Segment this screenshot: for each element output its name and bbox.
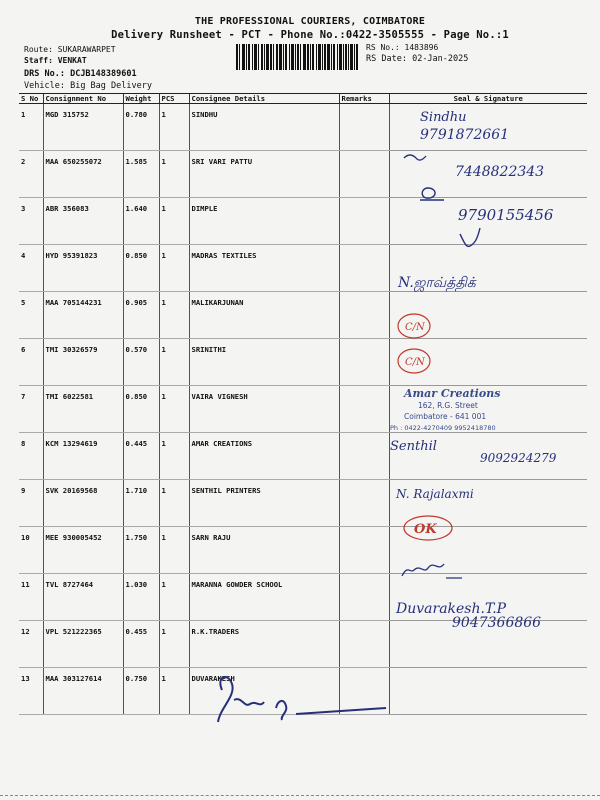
row-sno: 12: [19, 621, 43, 668]
mark-row7: C/N: [405, 357, 425, 368]
row-weight: 1.585: [123, 151, 159, 198]
phone-row1: 9791872661: [420, 127, 510, 143]
row-pcs: 1: [159, 151, 189, 198]
row-sno: 9: [19, 480, 43, 527]
signature-row5: N.ஜாவ்த்திக்: [398, 275, 476, 291]
row-sno: 11: [19, 574, 43, 621]
col-weight: Weight: [123, 94, 159, 104]
table-row: [19, 245, 587, 292]
row-pcs: 1: [159, 574, 189, 621]
row-weight: 1.640: [123, 198, 159, 245]
row-seal: [389, 480, 587, 527]
row-pcs: 1: [159, 245, 189, 292]
row-weight: 0.455: [123, 621, 159, 668]
row-pcs: 1: [159, 621, 189, 668]
row-consignee: VAIRA VIGNESH: [189, 386, 339, 433]
drs-label: DRS No.:: [24, 69, 65, 79]
row-pcs: 1: [159, 386, 189, 433]
row-seal: [389, 292, 587, 339]
row-pcs: 1: [159, 104, 189, 151]
rs-no-label: RS No.:: [366, 43, 400, 52]
row-consignee: SRI VARI PATTU: [189, 151, 339, 198]
row-consignment: TMI 6022581: [43, 386, 123, 433]
rs-no-value: 1483896: [404, 43, 439, 52]
row-sno: 1: [19, 104, 43, 151]
phone-row9: 9092924279: [480, 451, 557, 465]
row-remarks: [339, 621, 389, 668]
row-consignment: MGD 315752: [43, 104, 123, 151]
col-pcs: PCS: [159, 94, 189, 104]
row-consignment: ABR 356083: [43, 198, 123, 245]
col-consignment: Consignment No: [43, 94, 123, 104]
signature-row9-name: Senthil: [390, 439, 437, 454]
row-seal: [389, 574, 587, 621]
staff-line: [24, 56, 87, 65]
table-row: [19, 104, 587, 151]
row-weight: 0.445: [123, 433, 159, 480]
drs-line: [24, 69, 137, 79]
rs-date-label: RS Date:: [366, 54, 407, 64]
row-sno: 13: [19, 668, 43, 715]
row-sno: 2: [19, 151, 43, 198]
signature-row13-name: Duvarakesh.T.P: [396, 601, 507, 617]
row-remarks: [339, 668, 389, 715]
col-consignee: Consignee Details: [189, 94, 339, 104]
table-row: [19, 339, 587, 386]
row-pcs: 1: [159, 527, 189, 574]
row-pcs: 1: [159, 339, 189, 386]
row-consignee: SRINITHI: [189, 339, 339, 386]
row-remarks: [339, 480, 389, 527]
row-seal: [389, 245, 587, 292]
row-seal: [389, 527, 587, 574]
stamp-row8-phone: Ph : 0422-4270409 9952418780: [390, 424, 496, 432]
row-pcs: 1: [159, 480, 189, 527]
row-consignee: SINDHU: [189, 104, 339, 151]
row-consignment: MAA 705144231: [43, 292, 123, 339]
row-pcs: 1: [159, 198, 189, 245]
route-label: Route:: [24, 45, 53, 54]
row-seal: [389, 104, 587, 151]
signature-row10: N. Rajalaxmi: [396, 487, 474, 501]
table-row: [19, 527, 587, 574]
row-weight: 1.750: [123, 527, 159, 574]
table-row: [19, 433, 587, 480]
page-bottom-rule: [0, 795, 600, 796]
row-consignment: TMI 30326579: [43, 339, 123, 386]
signature-row1-name: Sindhu: [420, 110, 467, 125]
row-consignment: MAA 303127614: [43, 668, 123, 715]
row-consignee: AMAR CREATIONS: [189, 433, 339, 480]
row-weight: 0.850: [123, 386, 159, 433]
row-consignment: TVL 8727464: [43, 574, 123, 621]
row-weight: 0.750: [123, 668, 159, 715]
row-seal: [389, 621, 587, 668]
row-pcs: 1: [159, 292, 189, 339]
row-seal: [389, 433, 587, 480]
row-remarks: [339, 527, 389, 574]
route-line: [24, 45, 116, 54]
table-row: [19, 480, 587, 527]
staff-value: VENKAT: [57, 56, 87, 65]
stamp-row8-city: Coimbatore - 641 001: [404, 412, 487, 421]
delivery-table: [19, 93, 587, 715]
row-consignee: DUVARAKESH: [189, 668, 339, 715]
vehicle-value: Big Bag Delivery: [70, 81, 152, 91]
rs-number: [366, 43, 438, 52]
vehicle-label: Vehicle:: [24, 81, 65, 91]
col-remarks: Remarks: [339, 94, 389, 104]
row-sno: 7: [19, 386, 43, 433]
rs-date: [366, 54, 468, 64]
row-seal: [389, 151, 587, 198]
row-weight: 0.850: [123, 245, 159, 292]
row-remarks: [339, 198, 389, 245]
row-consignment: HYD 95391823: [43, 245, 123, 292]
row-weight: 0.780: [123, 104, 159, 151]
mark-row6: C/N: [405, 322, 425, 333]
stamp-row8-address: 162, R.G. Street: [418, 401, 478, 410]
table-row: [19, 621, 587, 668]
drs-value: DCJB148389601: [70, 69, 137, 79]
row-seal: [389, 339, 587, 386]
row-consignment: VPL 521222365: [43, 621, 123, 668]
row-consignment: SVK 20169568: [43, 480, 123, 527]
row-pcs: 1: [159, 668, 189, 715]
row-weight: 0.905: [123, 292, 159, 339]
row-sno: 6: [19, 339, 43, 386]
phone-row2: 7448822343: [455, 164, 545, 180]
row-remarks: [339, 339, 389, 386]
row-consignee: MALIKARJUNAN: [189, 292, 339, 339]
row-sno: 8: [19, 433, 43, 480]
row-consignment: MAA 650255072: [43, 151, 123, 198]
row-consignee: R.K.TRADERS: [189, 621, 339, 668]
row-consignee: SARN RAJU: [189, 527, 339, 574]
mark-row11: OK: [414, 522, 437, 537]
row-remarks: [339, 574, 389, 621]
row-sno: 4: [19, 245, 43, 292]
row-remarks: [339, 104, 389, 151]
row-consignment: KCM 13294619: [43, 433, 123, 480]
runsheet-subtitle: Delivery Runsheet - PCT - Phone No.:0422-3505555 - Page No.:1: [111, 29, 509, 41]
barcode-image: [236, 44, 358, 70]
company-title: THE PROFESSIONAL COURIERS, COIMBATORE: [194, 16, 426, 27]
phone-row3: 9790155456: [458, 206, 554, 224]
table-row: [19, 668, 587, 715]
row-seal: [389, 198, 587, 245]
row-sno: 10: [19, 527, 43, 574]
row-remarks: [339, 151, 389, 198]
row-weight: 0.570: [123, 339, 159, 386]
table-header: [19, 94, 587, 104]
row-seal: [389, 386, 587, 433]
row-sno: 3: [19, 198, 43, 245]
table-row: [19, 151, 587, 198]
row-remarks: [339, 245, 389, 292]
table-row: [19, 574, 587, 621]
row-consignee: DIMPLE: [189, 198, 339, 245]
stamp-row8-name: Amar Creations: [404, 387, 501, 400]
row-remarks: [339, 292, 389, 339]
row-pcs: 1: [159, 433, 189, 480]
table-row: [19, 386, 587, 433]
row-weight: 1.710: [123, 480, 159, 527]
table-row: [19, 198, 587, 245]
route-value: SUKARAWARPET: [57, 45, 116, 54]
row-consignment: MEE 930005452: [43, 527, 123, 574]
col-sno: S No: [19, 94, 43, 104]
staff-label: Staff:: [24, 56, 53, 65]
row-consignee: SENTHIL PRINTERS: [189, 480, 339, 527]
row-remarks: [339, 386, 389, 433]
table-row: [19, 292, 587, 339]
phone-row13: 9047366866: [452, 615, 542, 631]
row-remarks: [339, 433, 389, 480]
row-sno: 5: [19, 292, 43, 339]
row-consignee: MADRAS TEXTILES: [189, 245, 339, 292]
row-consignee: MARANNA GOWDER SCHOOL: [189, 574, 339, 621]
row-seal: [389, 668, 587, 715]
rs-date-value: 02-Jan-2025: [412, 54, 469, 64]
vehicle-line: [24, 81, 152, 91]
col-seal: Seal & Signature: [389, 94, 587, 104]
row-weight: 1.030: [123, 574, 159, 621]
